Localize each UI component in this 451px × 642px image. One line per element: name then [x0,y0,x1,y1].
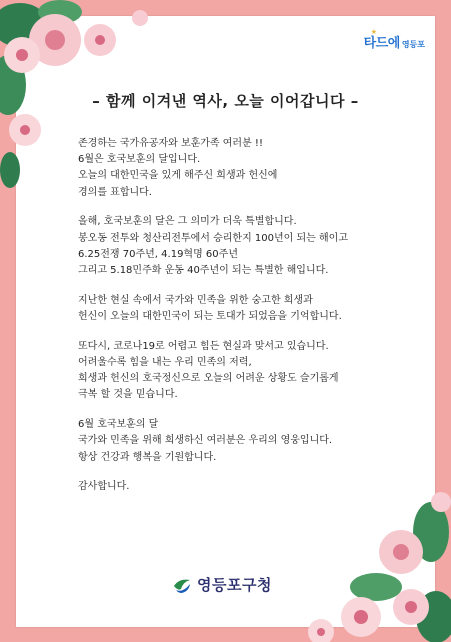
letter-paragraph [78,293,408,325]
footer-logo [171,573,272,595]
letter-line: 그리고 5.18민주화 운동 40주년이 되는 특별한 해입니다. [78,265,329,277]
letter-line: 올해, 호국보훈의 달은 그 의미가 더욱 특별합니다. [78,216,297,228]
letter-line: 경의를 표합니다. [78,186,152,198]
letter-line: 희생과 헌신의 호국정신으로 오늘의 어려운 상황도 슬기롭게 [78,373,339,385]
letter-line: 존경하는 국가유공자와 보훈가족 여러분 !! [78,138,263,149]
letter-paragraph [78,214,408,279]
footer-org-name: 영등포구청 [197,575,272,594]
letter-line: 감사합니다. [78,481,130,493]
letter-line: 또다시, 코로나19로 어렵고 힘든 현실과 맞서고 있습니다. [78,340,329,352]
logo-main-text: 타드에 [363,36,400,51]
letter-line: 항상 건강과 행복을 기원합니다. [78,451,217,463]
letter-line: 국가와 민족을 위해 희생하신 여러분은 우리의 영웅입니다. [78,435,333,447]
letter-line: 지난한 현실 속에서 국가와 민족을 위한 숭고한 희생과 [78,294,313,306]
letter-line: 6.25전쟁 70주년, 4.19혁명 60주년 [78,248,238,260]
letter-title: – 함께 이겨낸 역사, 오늘 이어갑니다 – [92,92,359,110]
letter-body [78,136,408,509]
letter-line: 오늘의 대한민국을 있게 해주신 희생과 헌신에 [78,170,278,182]
letter-paragraph [78,136,408,201]
letter-line: 어려울수록 힘을 내는 우리 민족의 저력, [78,357,252,369]
district-emblem-icon [171,573,193,595]
letter-line: 6월 호국보훈의 달 [78,419,159,431]
letter-paragraph [78,479,408,495]
logo-sub-text: 영등포 [401,40,425,49]
letter-paragraph [78,339,408,404]
letter-paragraph [78,417,408,466]
letter-line: 6월은 호국보훈의 달입니다. [78,154,201,166]
letter-line: 극복 할 것을 믿습니다. [78,389,178,401]
letter-line: 헌신이 오늘의 대한민국이 되는 토대가 되었음을 기억합니다. [78,311,342,323]
letter-line: 봉오동 전투와 청산리전투에서 승리한지 100년이 되는 해이고 [78,232,348,244]
star-icon: ★ [370,28,377,36]
